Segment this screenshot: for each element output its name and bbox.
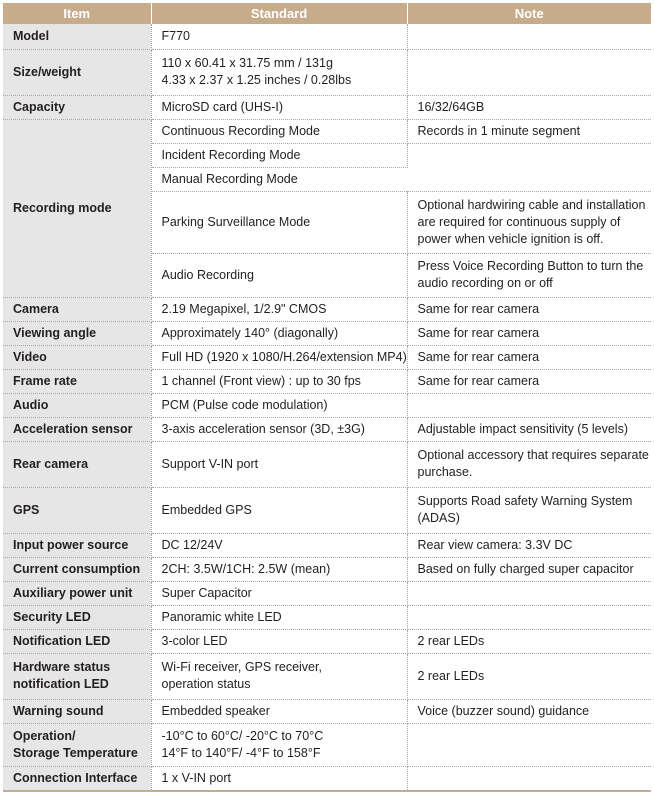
row-warning-sound — [3, 699, 651, 723]
note-cell: Adjustable impact sensitivity (5 levels) — [407, 417, 651, 441]
item-cell: Current consumption — [3, 557, 151, 581]
standard-line: -10°C to 60°C/ -20°C to 70°C — [161, 728, 324, 743]
item-cell: Rear camera — [3, 441, 151, 487]
item-cell: Acceleration sensor — [3, 417, 151, 441]
note-line: Press Voice Recording Button to turn the — [417, 259, 644, 273]
item-cell: Video — [3, 345, 151, 369]
row-security-led — [3, 605, 651, 629]
spec-table-container — [3, 3, 651, 792]
standard-cell: Continuous Recording Mode — [151, 119, 407, 143]
standard-cell: Audio Recording — [151, 253, 407, 297]
item-cell: GPS — [3, 487, 151, 533]
row-current-consumption — [3, 557, 651, 581]
note-cell — [407, 393, 651, 417]
standard-cell — [151, 653, 407, 699]
item-cell-recording-mode: Recording mode — [3, 119, 151, 297]
item-cell: Security LED — [3, 605, 151, 629]
header-row — [3, 3, 651, 24]
row-size-weight — [3, 49, 651, 95]
note-line: Optional accessory that requires separate — [417, 448, 649, 462]
note-cell — [407, 766, 651, 791]
row-hardware-status-led — [3, 653, 651, 699]
standard-cell: Super Capacitor — [151, 581, 407, 605]
note-cell: 16/32/64GB — [407, 95, 651, 119]
row-input-power — [3, 533, 651, 557]
item-cell: Size/weight — [3, 49, 151, 95]
standard-cell: 1 channel (Front view) : up to 30 fps — [151, 369, 407, 393]
standard-cell: 2.19 Megapixel, 1/2.9" CMOS — [151, 297, 407, 321]
item-cell — [3, 653, 151, 699]
note-line: are required for continuous supply of — [417, 214, 621, 229]
standard-cell: PCM (Pulse code modulation) — [151, 393, 407, 417]
standard-line: 4.33 x 2.37 x 1.25 inches / 0.28lbs — [161, 73, 352, 87]
row-gps — [3, 487, 651, 533]
note-cell — [407, 49, 651, 95]
note-cell: Same for rear camera — [407, 321, 651, 345]
note-cell — [407, 441, 651, 487]
standard-cell: MicroSD card (UHS-I) — [151, 95, 407, 119]
item-cell: Warning sound — [3, 699, 151, 723]
standard-cell: 1 x V-IN port — [151, 766, 407, 791]
note-line: Optional hardwiring cable and installation — [417, 197, 646, 212]
note-cell — [407, 723, 651, 766]
item-line: Hardware status — [13, 660, 111, 674]
row-video — [3, 345, 651, 369]
item-cell: Viewing angle — [3, 321, 151, 345]
note-cell: 2 rear LEDs — [407, 629, 651, 653]
header-item: Item — [3, 3, 151, 24]
spec-table — [3, 3, 651, 792]
standard-cell: Panoramic white LED — [151, 605, 407, 629]
note-line: purchase. — [417, 465, 473, 479]
note-cell: Same for rear camera — [407, 345, 651, 369]
row-audio — [3, 393, 651, 417]
standard-cell: Manual Recording Mode — [151, 167, 407, 191]
header-standard: Standard — [151, 3, 407, 24]
row-acceleration-sensor — [3, 417, 651, 441]
standard-cell: Full HD (1920 x 1080/H.264/extension MP4) — [151, 345, 407, 369]
standard-cell: 3-axis acceleration sensor (3D, ±3G) — [151, 417, 407, 441]
standard-cell — [151, 723, 407, 766]
header-note: Note — [407, 3, 651, 24]
item-cell: Camera — [3, 297, 151, 321]
row-recording-continuous — [3, 119, 651, 143]
standard-cell: F770 — [151, 24, 407, 49]
note-cell — [407, 253, 651, 297]
standard-cell: Embedded speaker — [151, 699, 407, 723]
standard-cell: Parking Surveillance Mode — [151, 191, 407, 253]
item-cell: Auxiliary power unit — [3, 581, 151, 605]
note-cell — [407, 487, 651, 533]
row-capacity — [3, 95, 651, 119]
item-cell: Audio — [3, 393, 151, 417]
note-cell: Based on fully charged super capacitor — [407, 557, 651, 581]
note-line: Supports Road safety Warning System — [417, 494, 633, 508]
standard-cell: Support V-IN port — [151, 441, 407, 487]
row-camera — [3, 297, 651, 321]
standard-cell — [151, 49, 407, 95]
standard-line: 110 x 60.41 x 31.75 mm / 131g — [161, 56, 333, 70]
note-line: power when vehicle ignition is off. — [417, 231, 604, 246]
note-cell: Rear view camera: 3.3V DC — [407, 533, 651, 557]
note-cell: Same for rear camera — [407, 369, 651, 393]
row-connection-interface — [3, 766, 651, 791]
standard-cell: 3-color LED — [151, 629, 407, 653]
note-cell — [407, 24, 651, 49]
standard-cell: Incident Recording Mode — [151, 143, 407, 167]
standard-cell: Embedded GPS — [151, 487, 407, 533]
row-rear-camera — [3, 441, 651, 487]
row-auxiliary-power — [3, 581, 651, 605]
note-cell — [407, 581, 651, 605]
item-line: Operation/ — [13, 728, 76, 743]
row-viewing-angle — [3, 321, 651, 345]
note-line: audio recording on or off — [417, 276, 553, 290]
note-cell: Records in 1 minute segment — [407, 119, 651, 143]
standard-line: Wi-Fi receiver, GPS receiver, — [161, 660, 322, 674]
item-cell — [3, 723, 151, 766]
note-cell: Voice (buzzer sound) guidance — [407, 699, 651, 723]
standard-line: 14°F to 140°F/ -4°F to 158°F — [161, 745, 321, 760]
note-line: (ADAS) — [417, 511, 460, 525]
note-cell: 2 rear LEDs — [407, 653, 651, 699]
note-cell: Same for rear camera — [407, 297, 651, 321]
item-cell: Input power source — [3, 533, 151, 557]
standard-cell: 2CH: 3.5W/1CH: 2.5W (mean) — [151, 557, 407, 581]
row-model — [3, 24, 651, 49]
item-cell: Model — [3, 24, 151, 49]
item-cell: Frame rate — [3, 369, 151, 393]
item-cell: Notification LED — [3, 629, 151, 653]
item-line: notification LED — [13, 677, 109, 691]
row-frame-rate — [3, 369, 651, 393]
row-notification-led — [3, 629, 651, 653]
note-cell — [407, 191, 651, 253]
row-temperature — [3, 723, 651, 766]
note-cell — [407, 143, 651, 191]
standard-cell: DC 12/24V — [151, 533, 407, 557]
item-line: Storage Temperature — [13, 745, 138, 760]
standard-line: operation status — [161, 677, 251, 691]
note-cell — [407, 605, 651, 629]
item-cell: Connection Interface — [3, 766, 151, 791]
item-cell: Capacity — [3, 95, 151, 119]
standard-cell: Approximately 140° (diagonally) — [151, 321, 407, 345]
